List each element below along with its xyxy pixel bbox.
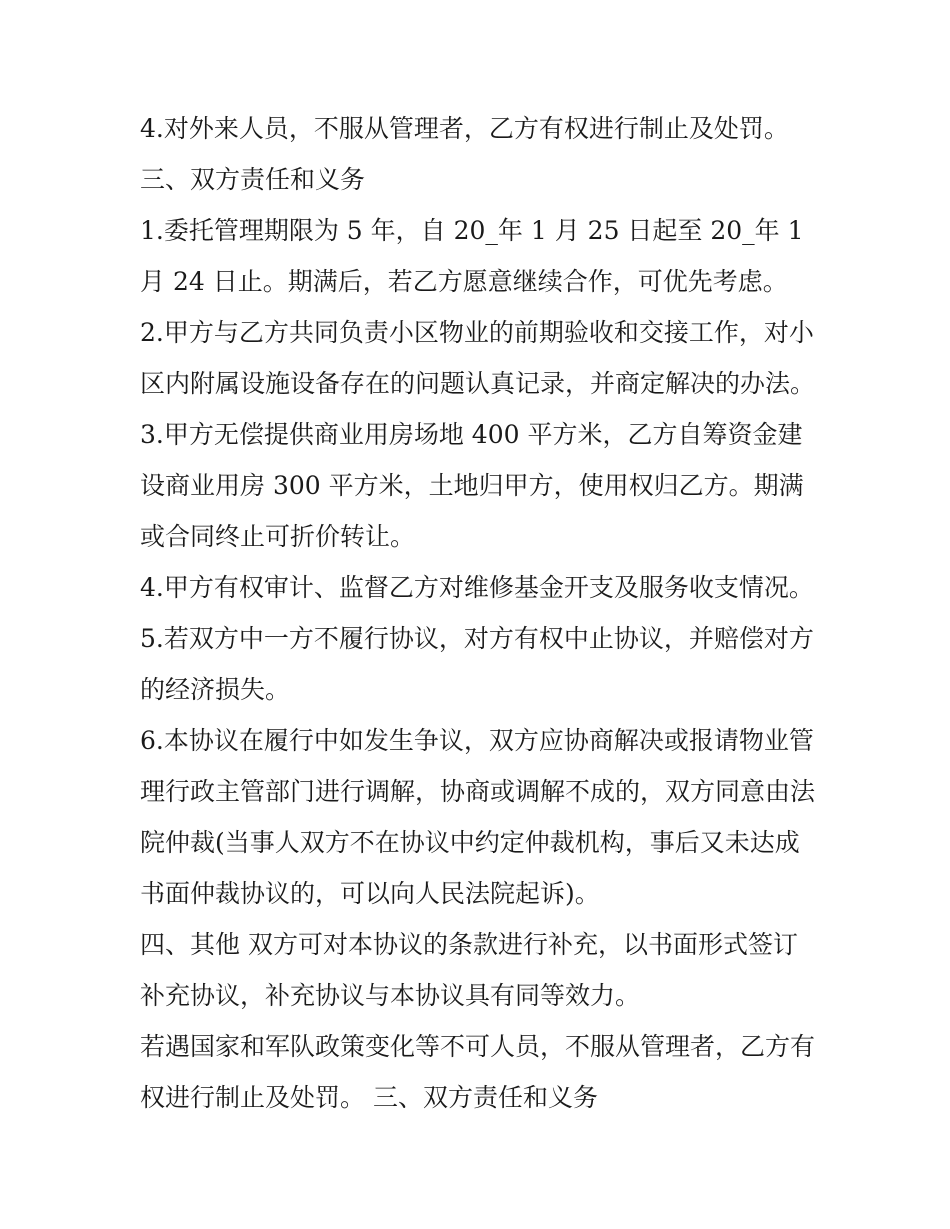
paragraph-clause-3-commercial: 3.甲方无偿提供商业用房场地 400 平方米，乙方自筹资金建设商业用房 300 平方米，土地归甲方，使用权归乙方。期满或合同终止可折价转让。 <box>140 420 804 551</box>
paragraph-clause-6-dispute: 6.本协议在履行中如发生争议，双方应协商解决或报请物业管理行政主管部门进行调解，协商或调解不成的，双方同意由法院仲裁(当事人双方不在协议中约定仲裁机构，事后又未达成书面仲裁协议的，可以向人民法院起诉)。 <box>140 726 816 908</box>
paragraph-clause-4-outsiders: 4.对外来人员，不服从管理者，乙方有权进行制止及处罚。 <box>140 114 789 143</box>
paragraph-clause-1-term: 1.委托管理期限为 5 年，自 20_年 1 月 25 日起至 20_年 1 月 24 日止。期满后，若乙方愿意继续合作，可优先考虑。 <box>140 216 804 296</box>
paragraph-policy-change: 若遇国家和军队政策变化等不可人员，不服从管理者，乙方有权进行制止及处罚。 三、双方责任和义务 <box>140 1032 816 1112</box>
section-heading-4-other: 四、其他 双方可对本协议的条款进行补充，以书面形式签订补充协议，补充协议与本协议具有同等效力。 <box>140 930 798 1010</box>
paragraph-clause-4-audit: 4.甲方有权审计、监督乙方对维修基金开支及服务收支情况。 <box>140 573 814 602</box>
section-heading-3: 三、双方责任和义务 <box>140 165 366 194</box>
paragraph-clause-2-handover: 2.甲方与乙方共同负责小区物业的前期验收和交接工作，对小区内附属设施设备存在的问题认真记录，并商定解决的办法。 <box>140 318 816 398</box>
paragraph-clause-5-breach: 5.若双方中一方不履行协议，对方有权中止协议，并赔偿对方的经济损失。 <box>140 624 814 704</box>
document-body <box>140 103 820 1123</box>
